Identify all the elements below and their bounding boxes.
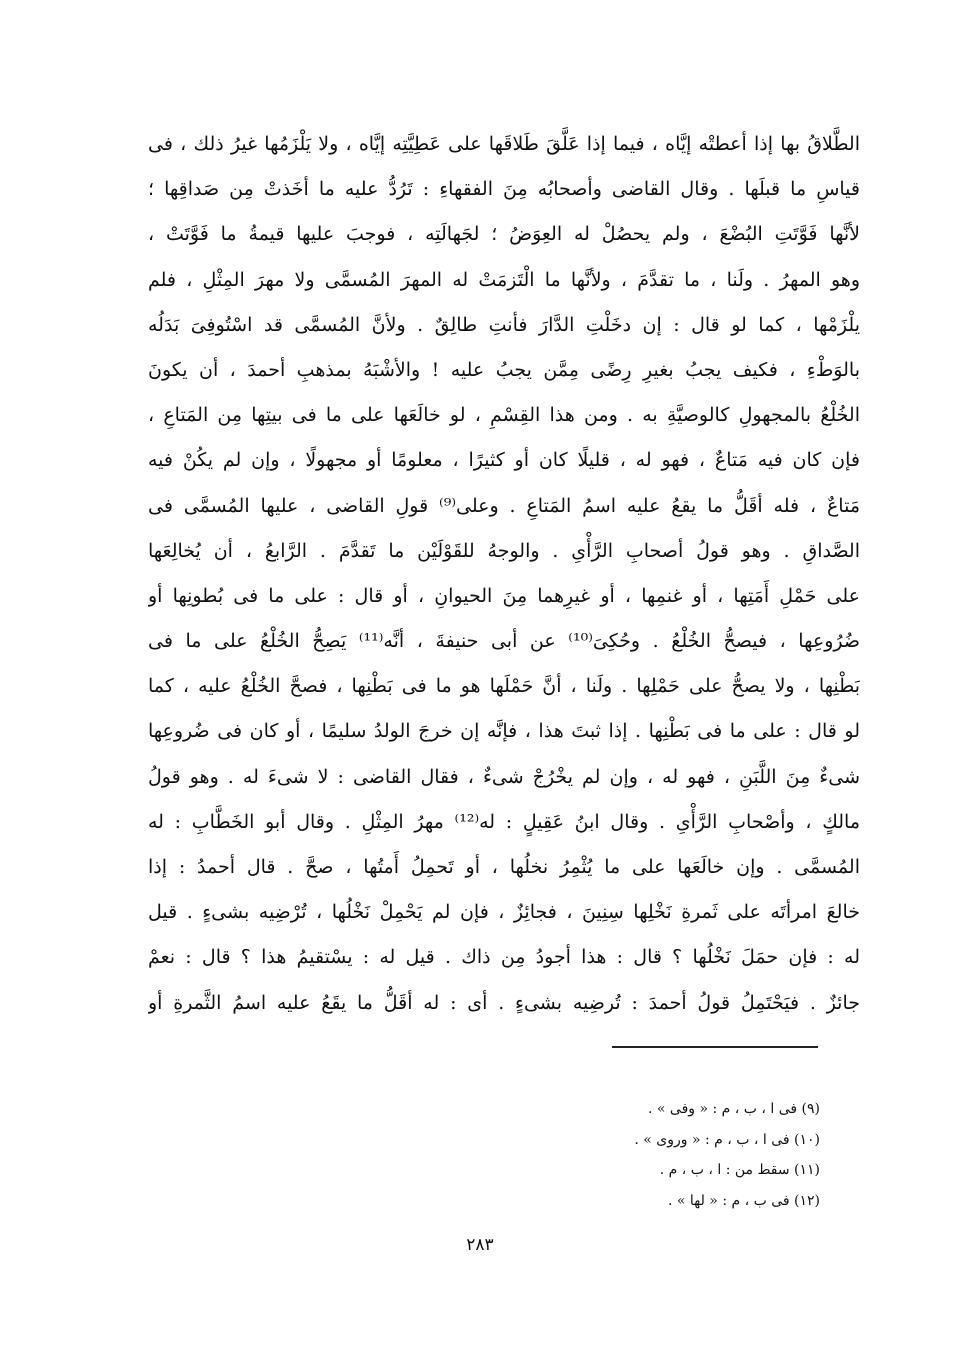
text-line: مَتاعٌ ، فله أقَلُّ ما يقعُ عليه اسمُ المَتاعِ . وعلى⁽⁹⁾ قولِ القاضى ، عليها المُسمَّى فى [148, 494, 860, 517]
text-line: مالكٍ ، وأصْحابِ الرَّأْىِ . وقال ابنُ عَقِيلٍ : له⁽¹²⁾ مهرُ المِثْلِ . وقال أبو الخَطَّابِ : له [148, 810, 860, 833]
text-line: شىءٌ مِنَ اللَّبَنِ ، فهو له ، وإن لم يخْرُجْ شىءٌ ، فقال القاضى : لا شىءَ له . وهو قولُ [148, 765, 860, 788]
text-line: له : فإن حمَلَ نَخْلُها ؟ قال : هذا أجودُ مِن ذاك . قيل له : يسْتقيمُ هذا ؟ قال : نعمْ [148, 946, 860, 969]
footnote: (٩) فى ا ، ب ، م : « وفى » . [648, 1101, 820, 1117]
text-line: الصَّداقِ . وهو قولُ أصحابِ الرَّأْىِ . والوجهُ للقَوْلَيْن ما تَقدَّمَ . الرَّابعُ ، أن يُخالِعَها [148, 539, 860, 562]
text-line: خالعَ امرأتَه على ثَمرةِ نَخْلِها سِنِينَ ، فجائِزٌ ، فإن لم يَحْمِلْ نَخْلُها ، تُرْضِيه بشىءٍ . قيل [148, 901, 860, 924]
text-line: لو قال : على ما فى بَطْنِها . إذا ثبتَ هذا ، فإنَّه إن خرجَ الولدُ سليمًا ، أو كان فى ضُروعِها [148, 720, 860, 743]
main-text-block [148, 122, 860, 1026]
footnote: (١٠) فى ا ، ب ، م : « وروى » . [634, 1131, 820, 1148]
text-line: على حَمْلِ أَمَتِها ، أو غنمِها ، أو غيرِهما مِنَ الحيوانِ ، أو قال : على ما فى بُطونِها أو [148, 584, 860, 607]
page-number: ٢٨٣ [466, 1235, 494, 1255]
text-line: وهو المهرُ . ولَنا ، ما تقدَّمَ ، ولأنَّها ما الْتَزمَتْ له المهرَ المُسمَّى ولا مهرَ المِثْلِ ، فلم [148, 268, 860, 291]
text-line: لأنَّها فَوَّتَتِ البُضْعَ ، ولم يحصُلْ له العِوَضُ ؛ لجَهالَتِه ، فوجبَ عليها قيمةُ ما فَوَّتَتْ ، [148, 223, 860, 246]
footnote: (١١) سقط من : ا ، ب ، م . [659, 1162, 820, 1178]
footnote-separator [612, 1046, 818, 1048]
text-line: بَطْنِها ، ولا يصحُّ على حَمْلِها . ولَنا ، أنَّ حَمْلَها هو ما فى بَطْنِها ، فصحَّ الخُلْعُ عليه ، كما [148, 675, 860, 698]
text-line: يلْزَمْها ، كما لو قال : إن دخَلْتِ الدَّارَ فأنتِ طالِقٌ . ولأنَّ المُسمَّى قد اسْتُوفِىَ بَدَلُه [148, 313, 860, 336]
text-line: قياسِ ما قبلَها . وقال القاضى وأصحابُه مِنَ الفقهاءِ : تَرُدُّ عليه ما أخَذتْ مِن صَداقِها ؛ [148, 178, 860, 201]
footnote: (١٢) فى ب ، م : « لها » . [667, 1192, 820, 1209]
text-line: جائزٌ . فيَحْتَمِلُ قولُ أحمدَ : تُرضِيه بشىءٍ . أى : له أقَلُّ ما يقَعُ عليه اسمُ الثَّمرةِ أو [148, 991, 860, 1014]
text-line: المُسمَّى . وإن خالَعَها على ما يُثْمِرُ نخلُها ، أو تَحمِلُ أَمتُها ، صحَّ . قال أحمدُ : إذا [148, 856, 860, 878]
footnotes-block [500, 1094, 820, 1216]
text-line: فإن كان فيه مَتاعٌ ، فهو له ، قليلًا كان أو كثيرًا ، معلومًا أو مجهولًا ، وإن لم يكُنْ فيه [148, 449, 860, 472]
text-line: الطَّلاقُ بها إذا أعطتْه إيَّاه ، فيما إذا عَلَّقَ طَلاقَها على عَطِيَّتِه إيَّاه ، ولا يَلْزَمُها غيرُ ذلك ، فى [148, 133, 860, 155]
text-line: بالوَطْءِ ، فكيف يجبُ بغيرِ رِضًى مِمَّن يجبُ عليه ! والأشْبَهُ بمذهبِ أحمدَ ، أن يكونَ [148, 358, 860, 381]
text-line: ضُرُوعِها ، فيصحُّ الخُلْعُ . وحُكِىَ⁽¹⁰⁾ عن أبى حنيفةَ ، أنَّه⁽¹¹⁾ يَصِحُّ الخُلْعُ على ما فى [148, 630, 860, 653]
text-line: الخُلْعُ بالمجهولِ كالوصيَّةِ به . ومن هذا القِسْمِ ، لو خالَعَها على ما فى بيتِها مِن المَتاعِ ، [148, 404, 860, 427]
